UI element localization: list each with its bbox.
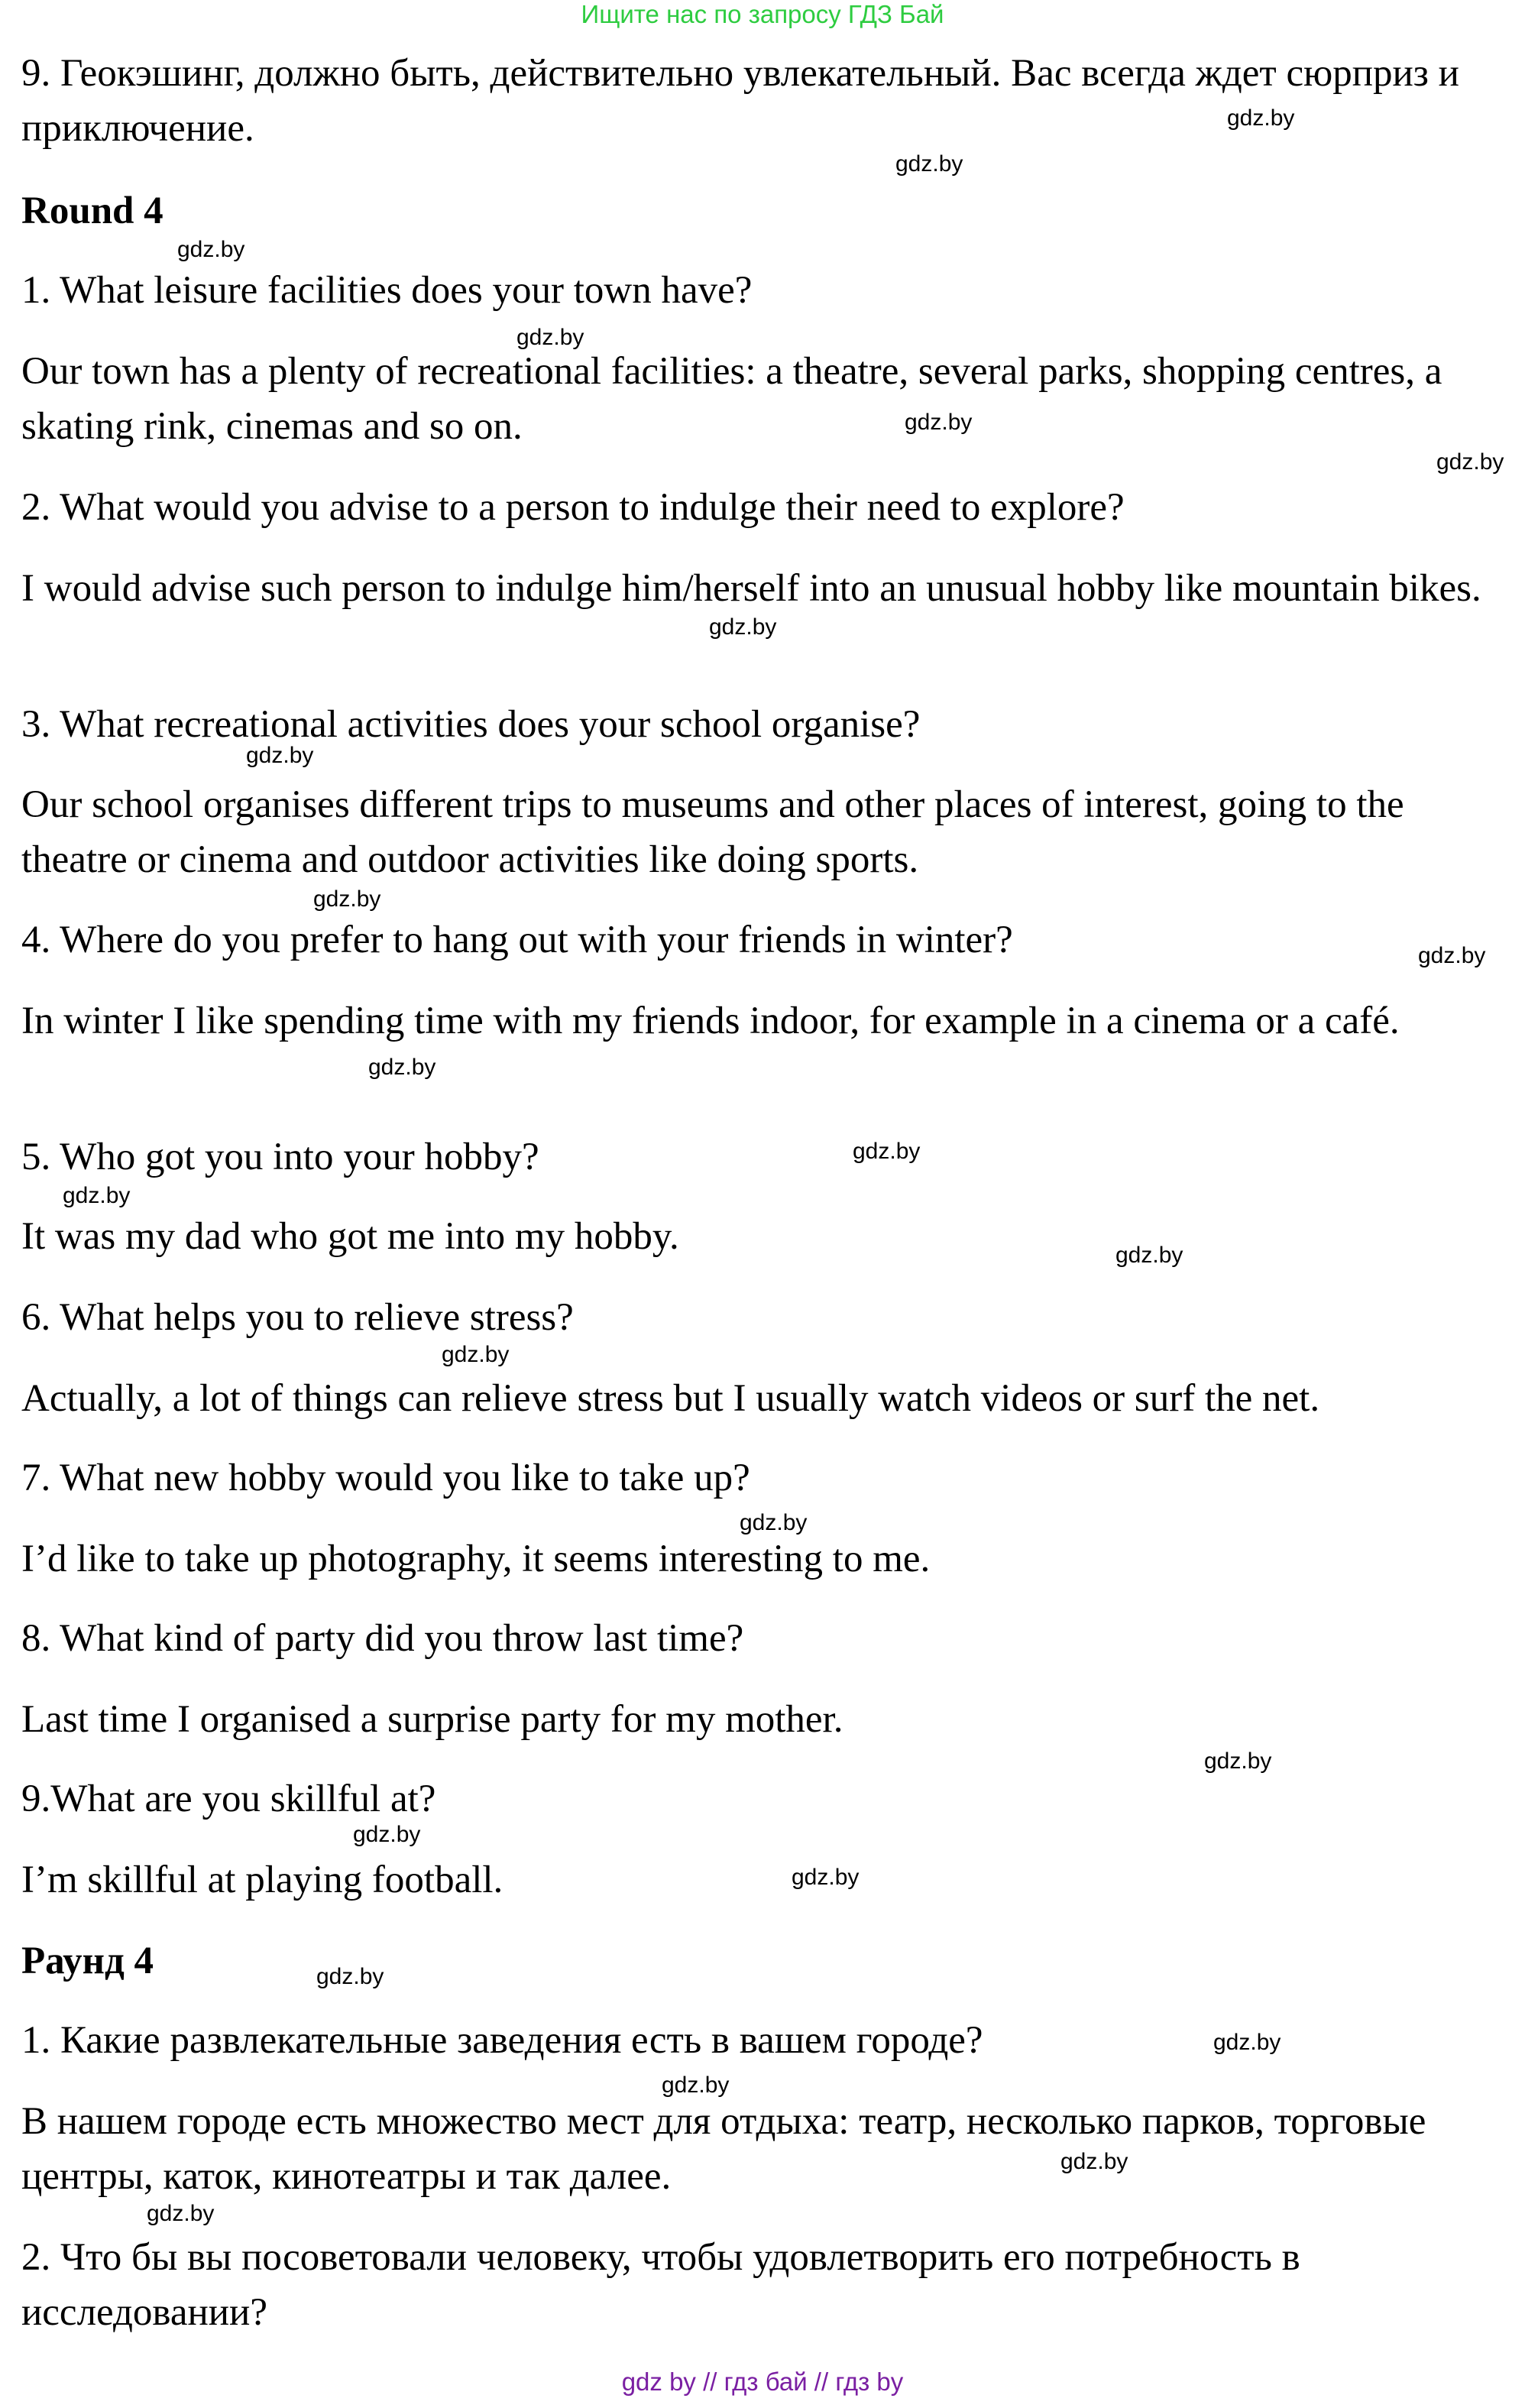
watermark: gdz.by [1418, 943, 1486, 968]
question-7: 7. What new hobby would you like to take up? [21, 1457, 750, 1499]
watermark: gdz.by [1213, 2030, 1281, 2055]
watermark: gdz.by [246, 743, 314, 768]
watermark: gdz.by [853, 1139, 921, 1164]
watermark: gdz.by [147, 2201, 215, 2226]
answer-1: Our town has a plenty of recreational facilities: a theatre, several parks, shopping centres, a skating rink, cinemas and so on. [21, 350, 1442, 448]
answer-9: I’m skillful at playing football. [21, 1859, 503, 1901]
answer-2: I would advise such person to indulge him/herself into an unusual hobby like mountain bikes. [21, 567, 1481, 610]
answer-6: Actually, a lot of things can relieve stress but I usually watch videos or surf the net. [21, 1377, 1320, 1420]
watermark: gdz.by [1204, 1748, 1272, 1774]
watermark: gdz.by [316, 1964, 384, 1989]
watermark: gdz.by [895, 151, 963, 177]
russian-question-2: 2. Что бы вы посоветовали человеку, чтобы удовлетворить его потребность в исследовании? [21, 2236, 1300, 2334]
watermark: gdz.by [442, 1342, 510, 1367]
answer-5: It was my dad who got me into my hobby. [21, 1215, 679, 1258]
russian-answer-1: В нашем городе есть множество мест для отдыха: театр, несколько парков, торговые центры, каток, кинотеатры и так далее. [21, 2100, 1426, 2198]
watermark: gdz.by [1227, 105, 1295, 131]
russian-question-1: 1. Какие развлекательные заведения есть в вашем городе? [21, 2019, 983, 2062]
heading-round-4: Round 4 [21, 190, 164, 232]
answer-7: I’d like to take up photography, it seems interesting to me. [21, 1538, 931, 1580]
watermark: gdz.by [905, 410, 973, 435]
watermark: gdz.by [1115, 1243, 1183, 1268]
question-4: 4. Where do you prefer to hang out with your friends in winter? [21, 919, 1013, 961]
watermark: gdz.by [662, 2073, 730, 2098]
answer-4: In winter I like spending time with my friends indoor, for example in a cinema or a café. [21, 1000, 1400, 1042]
paragraph-geocaching: 9. Геокэшинг, должно быть, действительно увлекательный. Вас всегда ждет сюрприз и приключение. [21, 52, 1459, 150]
question-9: 9.What are you skillful at? [21, 1778, 436, 1820]
watermark: gdz.by [1060, 2149, 1128, 2174]
footer-watermark: gdz by // гдз бай // гдз by [621, 2367, 904, 2396]
answer-8: Last time I organised a surprise party for my mother. [21, 1698, 843, 1741]
question-1: 1. What leisure facilities does your town have? [21, 269, 753, 312]
question-8: 8. What kind of party did you throw last time? [21, 1617, 744, 1660]
watermark: gdz.by [1436, 449, 1504, 475]
watermark: gdz.by [177, 237, 245, 262]
watermark: gdz.by [368, 1055, 436, 1080]
watermark: gdz.by [353, 1822, 421, 1847]
question-2: 2. What would you advise to a person to indulge their need to explore? [21, 486, 1125, 529]
question-5: 5. Who got you into your hobby? [21, 1136, 539, 1178]
watermark: gdz.by [792, 1865, 860, 1890]
watermark: gdz.by [516, 325, 584, 350]
watermark: gdz.by [63, 1183, 131, 1208]
watermark: gdz.by [313, 886, 381, 912]
watermark: gdz.by [740, 1510, 808, 1535]
heading-raund-4: Раунд 4 [21, 1940, 154, 1982]
answer-3: Our school organises different trips to museums and other places of interest, going to the theatre or cinema and outdoor activities like doing sports. [21, 783, 1404, 881]
header-search-link[interactable]: Ищите нас по запросу ГДЗ Бай [581, 0, 944, 28]
watermark: gdz.by [709, 614, 777, 640]
question-6: 6. What helps you to relieve stress? [21, 1296, 574, 1339]
question-3: 3. What recreational activities does your school organise? [21, 703, 921, 746]
